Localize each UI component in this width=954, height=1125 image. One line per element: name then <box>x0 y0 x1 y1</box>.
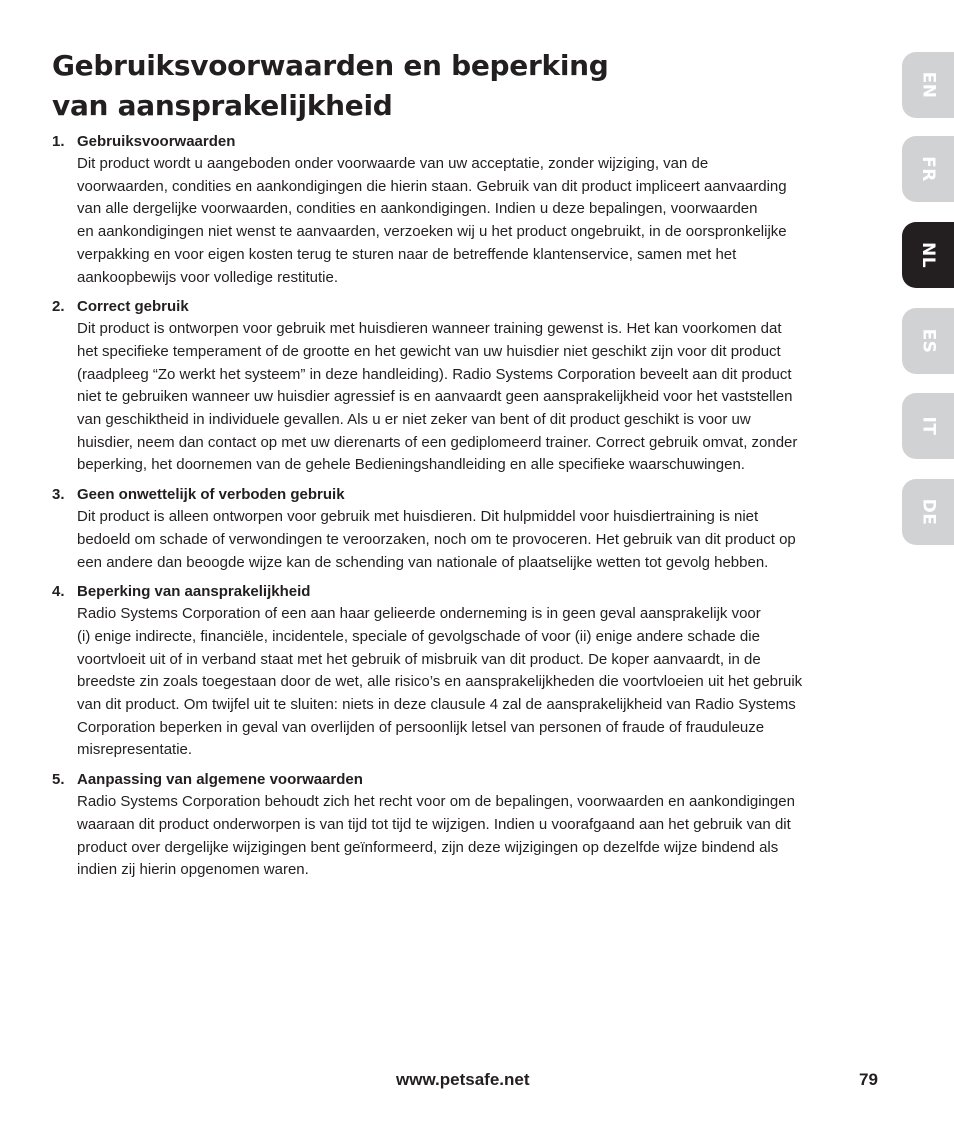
section-number: 2. <box>52 298 65 316</box>
body-line: Dit product is ontworpen voor gebruik met huisdieren wanneer training gewenst is. Het kan voorkomen dat <box>77 320 782 338</box>
section-no-unlawful-use <box>52 484 882 574</box>
body-line: niet te gebruiken wanneer uw huisdier agressief is en aanvaardt geen aansprakelijkheid voor het vaststellen <box>77 388 793 406</box>
language-tab-nl[interactable] <box>902 222 954 288</box>
body-line: misrepresentatie. <box>77 741 193 759</box>
section-heading <box>52 296 882 318</box>
language-tab-label: ES <box>917 328 938 354</box>
language-tab-es[interactable] <box>902 308 954 374</box>
body-line: bedoeld om schade of verwondingen te veroorzaken, noch om te provoceren. Het gebruik van dit product op <box>77 530 796 548</box>
language-tab-fr[interactable] <box>902 136 954 202</box>
body-line: breedste zin zoals toegestaan door de wet, alle risico’s en aansprakelijkheden die voortvloeien uit het gebruik <box>77 673 803 691</box>
language-tab-de[interactable] <box>902 479 954 545</box>
section-number: 4. <box>52 583 65 601</box>
section-body <box>77 153 882 289</box>
section-title: Correct gebruik <box>77 298 189 316</box>
body-line: voorwaarden, condities en aankondigingen die hierin staan. Gebruik van dit product impliceert aanvaarding <box>77 177 787 195</box>
body-line: van geschiktheid in individuele gevallen. Als u er niet zeker van bent of dit product geschikt is voor uw <box>77 411 751 429</box>
section-title: Geen onwettelijk of verboden gebruik <box>77 486 345 504</box>
page-title-line: Gebruiksvoorwaarden en beperking <box>52 49 609 82</box>
language-tab-it[interactable] <box>902 393 954 459</box>
body-line: Dit product wordt u aangeboden onder voorwaarde van uw acceptatie, zonder wijziging, van de <box>77 155 709 172</box>
section-heading <box>52 131 882 153</box>
body-line: (i) enige indirecte, financiële, incidentele, speciale of gevolgschade of voor (ii) enige andere schade die <box>77 627 760 645</box>
section-title: Beperking van aansprakelijkheid <box>77 583 311 601</box>
body-line: aankoopbewijs voor volledige restitutie. <box>77 268 338 286</box>
body-line: van alle dergelijke voorwaarden, condities en aankondigingen. Indien u deze bepalingen, voorwaarden <box>77 200 758 218</box>
section-number: 1. <box>52 133 65 150</box>
section-limitation-of-liability <box>52 581 882 762</box>
body-line: beperking, het doornemen van de gehele Bedieningshandleiding en alle specifieke waarschuwingen. <box>77 456 745 474</box>
language-tab-label: IT <box>917 416 938 436</box>
body-line: het specifieke temperament of de grootte en het gewicht van uw huisdier niet geschikt zijn voor dit product <box>77 342 781 360</box>
body-line: en aankondigingen niet wenst te aanvaarden, verzoeken wij u het product ongebruikt, in de oorspronkelijke <box>77 223 787 241</box>
section-body <box>77 791 882 882</box>
section-number: 3. <box>52 486 65 504</box>
section-body <box>77 318 882 477</box>
section-terms-of-use <box>52 131 882 289</box>
page-title-line: van aansprakelijkheid <box>52 89 393 122</box>
body-line: Radio Systems Corporation behoudt zich het recht voor om de bepalingen, voorwaarden en aankondigingen <box>77 793 795 811</box>
section-body <box>77 506 882 574</box>
section-title: Aanpassing van algemene voorwaarden <box>77 771 363 789</box>
body-line: Corporation beperken in geval van overlijden of persoonlijk letsel van personen of fraude of frauduleuze <box>77 718 765 736</box>
body-line: (raadpleeg “Zo werkt het systeem” in deze handleiding). Radio Systems Corporation beveelt aan dit product <box>77 365 792 383</box>
language-tab-label: DE <box>917 498 938 526</box>
body-line: Radio Systems Corporation of een aan haar gelieerde onderneming is in geen geval aansprakelijk voor <box>77 605 761 623</box>
body-line: waaraan dit product onderworpen is van tijd tot tijd te wijzigen. Indien u voorafgaand aan het gebruik van dit <box>77 815 791 833</box>
language-tab-label: EN <box>918 71 938 99</box>
body-line: van dit product. Om twijfel uit te sluiten: niets in deze clausule 4 zal de aansprakelijkheid van Radio Systems <box>77 696 796 714</box>
language-tab-en[interactable] <box>902 52 954 118</box>
section-correct-use <box>52 296 882 477</box>
body-line: verpakking en voor eigen kosten terug te sturen naar de betreffende klantenservice, samen met het <box>77 245 737 263</box>
section-body <box>77 603 882 762</box>
section-heading <box>52 581 882 603</box>
footer-website: www.petsafe.net <box>396 1070 530 1089</box>
body-line: product over dergelijke wijzigingen bent geïnformeerd, zijn deze wijzigingen op dezelfde wijze bindend als <box>77 838 779 856</box>
terms-content <box>52 131 882 889</box>
language-tab-label: NL <box>918 241 938 269</box>
body-line: voortvloeit uit of in verband staat met het gebruik of misbruik van dit product. De koper aanvaardt, in de <box>77 650 761 668</box>
section-title: Gebruiksvoorwaarden <box>77 133 236 150</box>
language-tab-label: FR <box>917 156 938 182</box>
body-line: Dit product is alleen ontworpen voor gebruik met huisdieren. Dit hulpmiddel voor huisdiertraining is niet <box>77 508 759 526</box>
section-heading <box>52 769 882 791</box>
section-modification-of-terms <box>52 769 882 882</box>
section-number: 5. <box>52 771 65 789</box>
body-line: huisdier, neem dan contact op met uw dierenarts of een gediplomeerd trainer. Correct gebruik omvat, zonder <box>77 433 798 451</box>
page-title <box>52 46 812 126</box>
page-number: 79 <box>859 1070 878 1089</box>
body-line: een andere dan beoogde wijze kan de schending van nationale of plaatselijke wetten tot gevolg hebben. <box>77 553 769 571</box>
body-line: indien zij hierin opgenomen waren. <box>77 861 309 879</box>
section-heading <box>52 484 882 506</box>
